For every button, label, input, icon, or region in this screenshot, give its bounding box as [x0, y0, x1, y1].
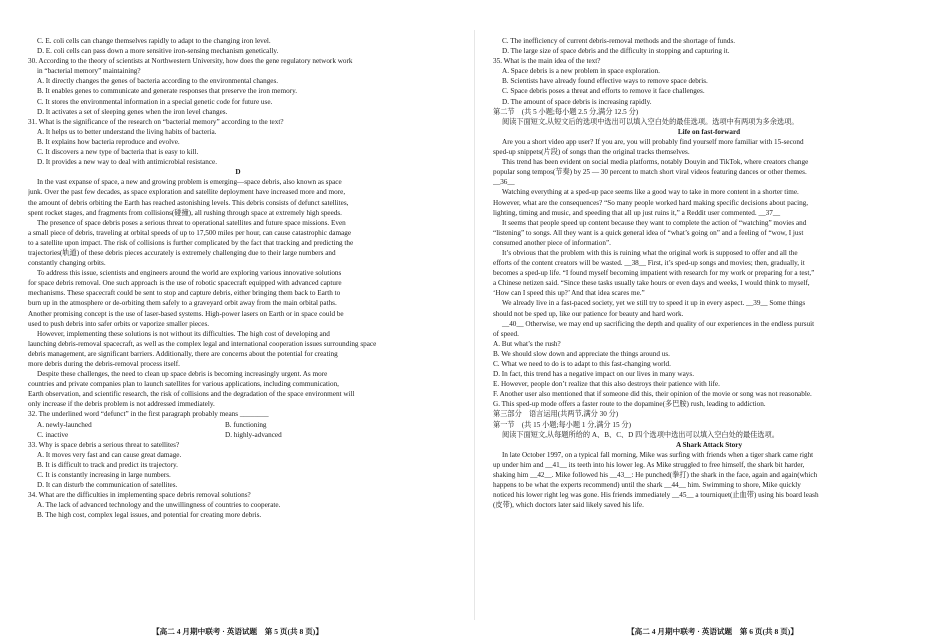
- text-line: a small piece of debris, traveling at orbital speeds of up to 17,500 miles per hour, can cause catastrophic damage: [28, 228, 352, 237]
- paragraph-start-line: It’s obvious that the problem with this is ruining what the original work is supposed to offer and all the: [502, 248, 798, 257]
- option-a-text: C. inactive: [37, 430, 69, 439]
- text-line: countries and private companies plan to launch satellites for various applications, including communication,: [28, 380, 339, 389]
- question-line: 34. What are the difficulties in implementing space debris removal solutions?: [28, 491, 251, 500]
- text-line: junk. Over the past few decades, as space exploration and satellite deployment have increased more and more,: [28, 188, 346, 197]
- answer-option-line: C. It discovers a new type of bacteria that is easy to kill.: [37, 148, 199, 157]
- text-line: becomes a sped-up life. “I found myself becoming impatient with research for my work or preparing for a test,”: [493, 269, 815, 278]
- text-line: consumed another piece of information”.: [493, 238, 611, 247]
- text-line: launching debris-removal spacecraft, as well as the complex legal and international cooperation issues surrounding space: [28, 339, 377, 348]
- text-line: popular song tempos(节奏) by 25 — 30 percent to match short viral videos featuring dances or other themes.: [493, 168, 807, 177]
- answer-option-line: C. Space debris poses a threat and efforts to remove it face challenges.: [502, 87, 705, 96]
- paragraph-start-line: Despite these challenges, the need to clean up space debris is becoming increasingly urgent. As more: [37, 370, 328, 379]
- text-line: “listening” to songs. All they want is a quick general idea of “what’s going on” and a feeling of “wow, I just: [493, 228, 804, 237]
- option-a-text: A. newly-launched: [37, 420, 92, 429]
- text-line: lighting, timing and music, and speeding that all up just ruins it,” a Reddit user commented. __37__: [493, 208, 781, 217]
- left-page-text-column: [28, 36, 448, 521]
- text-line: shaking him __42__. Mike followed his __43__: He punched(拳打) the shark in the face, again and again(which: [493, 471, 818, 480]
- text-line: 第一节 (共 15 小题;每小题 1 分,满分 15 分): [493, 420, 631, 429]
- section-title: Life on fast-forward: [677, 127, 741, 136]
- text-line: used to push debris into safer orbits or vaporize smaller pieces.: [28, 319, 210, 328]
- paragraph-start-line: 阅读下面短文,从每题所给的 A、B、C、D 四个选项中选出可以填入空白处的最佳选项。: [502, 430, 779, 439]
- text-line: of speed.: [493, 329, 519, 338]
- text-line: more debris during the debris-removal process itself.: [28, 360, 180, 368]
- answer-option-line: in “bacterial memory” maintaining?: [37, 67, 141, 76]
- answer-option-line: C. It stores the environmental information in a special genetic code for future use.: [37, 97, 273, 106]
- text-line: G. This sped-up mode offers a faster route to the dopamine(多巴胺) rush, leading to addiction.: [493, 400, 766, 409]
- question-line: 33. Why is space debris a serious threat to satellites?: [28, 440, 180, 449]
- section-title: A Shark Attack Story: [675, 440, 743, 449]
- answer-option-line: B. It explains how bacteria reproduce and evolve.: [37, 137, 180, 146]
- text-line: However, what are the consequences? “So many people worked hard making specific decisions about pacing,: [493, 198, 809, 207]
- text-line: B. We should slow down and appreciate the things around us.: [493, 349, 670, 358]
- paragraph-start-line: Are you a short video app user? If you are, you will probably find yourself more familiar with 15-second: [502, 137, 804, 146]
- page-6: [475, 0, 950, 641]
- text-line: 第二节 (共 5 小题;每小题 2.5 分,满分 12.5 分): [493, 107, 639, 116]
- answer-option-line: C. The inefficiency of current debris-removal methods and the shortage of funds.: [502, 37, 736, 45]
- text-line: Another promising concept is the use of laser-based systems. High-power lasers on Earth or in space could be: [28, 309, 344, 318]
- paragraph-start-line: In the vast expanse of space, a new and growing problem is emerging—space debris, also known as space: [37, 178, 342, 187]
- paragraph-start-line: To address this issue, scientists and engineers around the world are exploring various innovative solutions: [37, 269, 342, 278]
- paragraph-start-line: The presence of space debris poses a serious threat to operational satellites and future space missions. Even: [37, 218, 346, 227]
- question-line: 35. What is the main idea of the text?: [493, 57, 601, 66]
- option-b-text: B. functioning: [225, 420, 267, 429]
- text-line: up under him and __41__ its teeth into his lower leg. As Mike struggled to free himself, the shark bit harder,: [493, 460, 805, 469]
- text-line: noticed his lower right leg was gone. His friends immediately __45__ a tourniquet(止血带) using his board leash: [493, 491, 819, 500]
- text-line: __36__: [493, 178, 515, 187]
- text-line: F. Another user also mentioned that if someone did this, their opinion of the movie or song was not reasonable.: [493, 390, 812, 399]
- answer-option-line: D. It activates a set of sleeping genes when the iron level changes.: [37, 107, 228, 116]
- text-line: burn up in the atmosphere or de-orbiting them safely to a graveyard orbit away from the main orbital paths.: [28, 299, 337, 308]
- text-line: debris management, are significant barriers. Additionally, there are concerns about the potential for creating: [28, 349, 338, 358]
- text-line: the amount of debris orbiting the Earth has reached astonishing levels. This debris consists of defunct satellites,: [28, 198, 349, 207]
- text-line: ‘How can I speed this up?’ And that idea scares me.”: [493, 289, 645, 298]
- page-6-footer: 【高二 4 月期中联考 · 英语试题 第 6 页(共 8 页)】: [627, 627, 798, 636]
- text-line: Earth observation, and scientific research, the risk of collisions and the degradation of the space environment will: [28, 390, 355, 399]
- answer-option-line: D. It can disturb the communication of satellites.: [37, 481, 178, 490]
- question-line: 31. What is the significance of the research on “bacterial memory” according to the text?: [28, 117, 284, 126]
- answer-option-line: D. The amount of space debris is increasing rapidly.: [502, 97, 652, 106]
- text-line: C. What we need to do is to adapt to this fast-changing world.: [493, 360, 671, 368]
- paragraph-start-line: Watching everything at a sped-up pace seems like a good way to take in more content in a shorter time.: [502, 188, 799, 197]
- answer-option-line: B. It is difficult to track and predict its trajectory.: [37, 460, 178, 469]
- answer-option-line: B. Scientists have already found effective ways to remove space debris.: [502, 77, 708, 86]
- text-line: trajectories(轨道) of these debris pieces accurately is extremely challenging due to their large numbers and: [28, 248, 336, 257]
- answer-option-line: A. Space debris is a new problem in space exploration.: [502, 67, 660, 76]
- paragraph-start-line: __40__ Otherwise, we may end up sacrificing the depth and quality of our experiences in the endless pursuit: [502, 319, 815, 328]
- question-line: 30. According to the theory of scientists at Northwestern University, how does the gene regulatory network work: [28, 57, 353, 66]
- text-line: for space debris removal. One such approach is the use of robotic spacecraft equipped with advanced capture: [28, 279, 342, 288]
- page-5-footer: 【高二 4 月期中联考 · 英语试题 第 5 页(共 8 页)】: [152, 627, 323, 636]
- text-line: to a satellite upon impact. The risk of collisions is further complicated by the fact that tracking and predicting the: [28, 238, 354, 247]
- answer-option-line: A. It moves very fast and can cause great damage.: [37, 450, 182, 459]
- paragraph-start-line: It seems that people speed up content because they want to complete the action of “watching” movies and: [502, 218, 807, 227]
- text-line: D. In fact, this trend has a negative impact on our lives in many ways.: [493, 370, 694, 379]
- answer-option-line: B. The high cost, complex legal issues, and potential for creating more debris.: [37, 511, 262, 520]
- paragraph-start-line: This trend has been evident on social media platforms, notably Douyin and TikTok, where creators change: [502, 158, 809, 167]
- text-line: constantly changing orbits.: [28, 259, 106, 268]
- answer-option-line: A. The lack of advanced technology and the unwillingness of countries to cooperate.: [37, 501, 281, 510]
- text-line: spent rocket stages, and fragments from collisions(碰撞), all rushing through space at extremely high speeds.: [28, 208, 342, 217]
- text-line: only increase if the debris problem is not addressed immediately.: [28, 400, 215, 409]
- text-line: (皮带), which doctors later said likely saved his life.: [493, 501, 644, 510]
- answer-option-line: D. It provides a new way to deal with antimicrobial resistance.: [37, 158, 218, 167]
- text-line: 第三部分 语言运用(共两节,满分 30 分): [493, 410, 619, 419]
- paragraph-start-line: However, implementing these solutions is not without its difficulties. The high cost of developing and: [37, 329, 330, 338]
- answer-option-line: D. The large size of space debris and the difficulty in stopping and capturing it.: [502, 47, 730, 56]
- option-b-text: D. highly-advanced: [225, 430, 282, 439]
- text-line: efforts of the content creators will be wasted. __38__ First, it’s sped-up songs and movies; then, gradually, it: [493, 259, 805, 268]
- text-line: should not be sped up, like our patience for beauty and hard work.: [493, 309, 684, 318]
- section-title: D: [235, 168, 241, 177]
- answer-option-line: A. It helps us to better understand the living habits of bacteria.: [37, 127, 217, 136]
- option-row: [28, 420, 448, 430]
- paragraph-start-line: We already live in a fast-paced society, yet we still try to speed it up in every aspect. __39__ Some things: [502, 299, 806, 308]
- answer-option-line: C. It is constantly increasing in large numbers.: [37, 471, 171, 480]
- text-line: A. But what’s the rush?: [493, 339, 561, 348]
- answer-option-line: A. It directly changes the genes of bacteria according to the environmental changes.: [37, 77, 279, 86]
- answer-option-line: D. E. coli cells can pass down a more sensitive iron-sensing mechanism genetically.: [37, 47, 279, 56]
- text-line: mechanisms. These spacecraft could be sent to stop and capture debris, either bringing them back to Earth to: [28, 289, 341, 298]
- right-page-text-column: [493, 36, 925, 510]
- paragraph-start-line: 阅读下面短文,从短文后的选项中选出可以填入空白处的最佳选项。选项中有两项为多余选项。: [502, 117, 799, 126]
- text-line: a Chinese netizen said. “Since these tasks usually take hours or even days and weeks, I would think to myself,: [493, 279, 810, 288]
- text-line: E. However, people don’t realize that this also destroys their patience with life.: [493, 380, 720, 389]
- paragraph-start-line: In late October 1997, on a typical fall morning, Mike was surfing with friends when a tiger shark came right: [502, 450, 814, 459]
- option-row: [28, 430, 448, 440]
- text-line: happens to be what the experts recommend) until the shark __44__ him. Swimming to shore, Mike quickly: [493, 481, 801, 490]
- answer-option-line: C. E. coli cells can change themselves rapidly to adapt to the changing iron level.: [37, 37, 271, 45]
- text-line: sped-up snippets(片段) of songs than the original tracks themselves.: [493, 148, 690, 157]
- answer-option-line: B. It enables genes to communicate and generate responses that preserve the iron memory.: [37, 87, 297, 96]
- question-line: 32. The underlined word “defunct” in the first paragraph probably means ________: [28, 410, 269, 419]
